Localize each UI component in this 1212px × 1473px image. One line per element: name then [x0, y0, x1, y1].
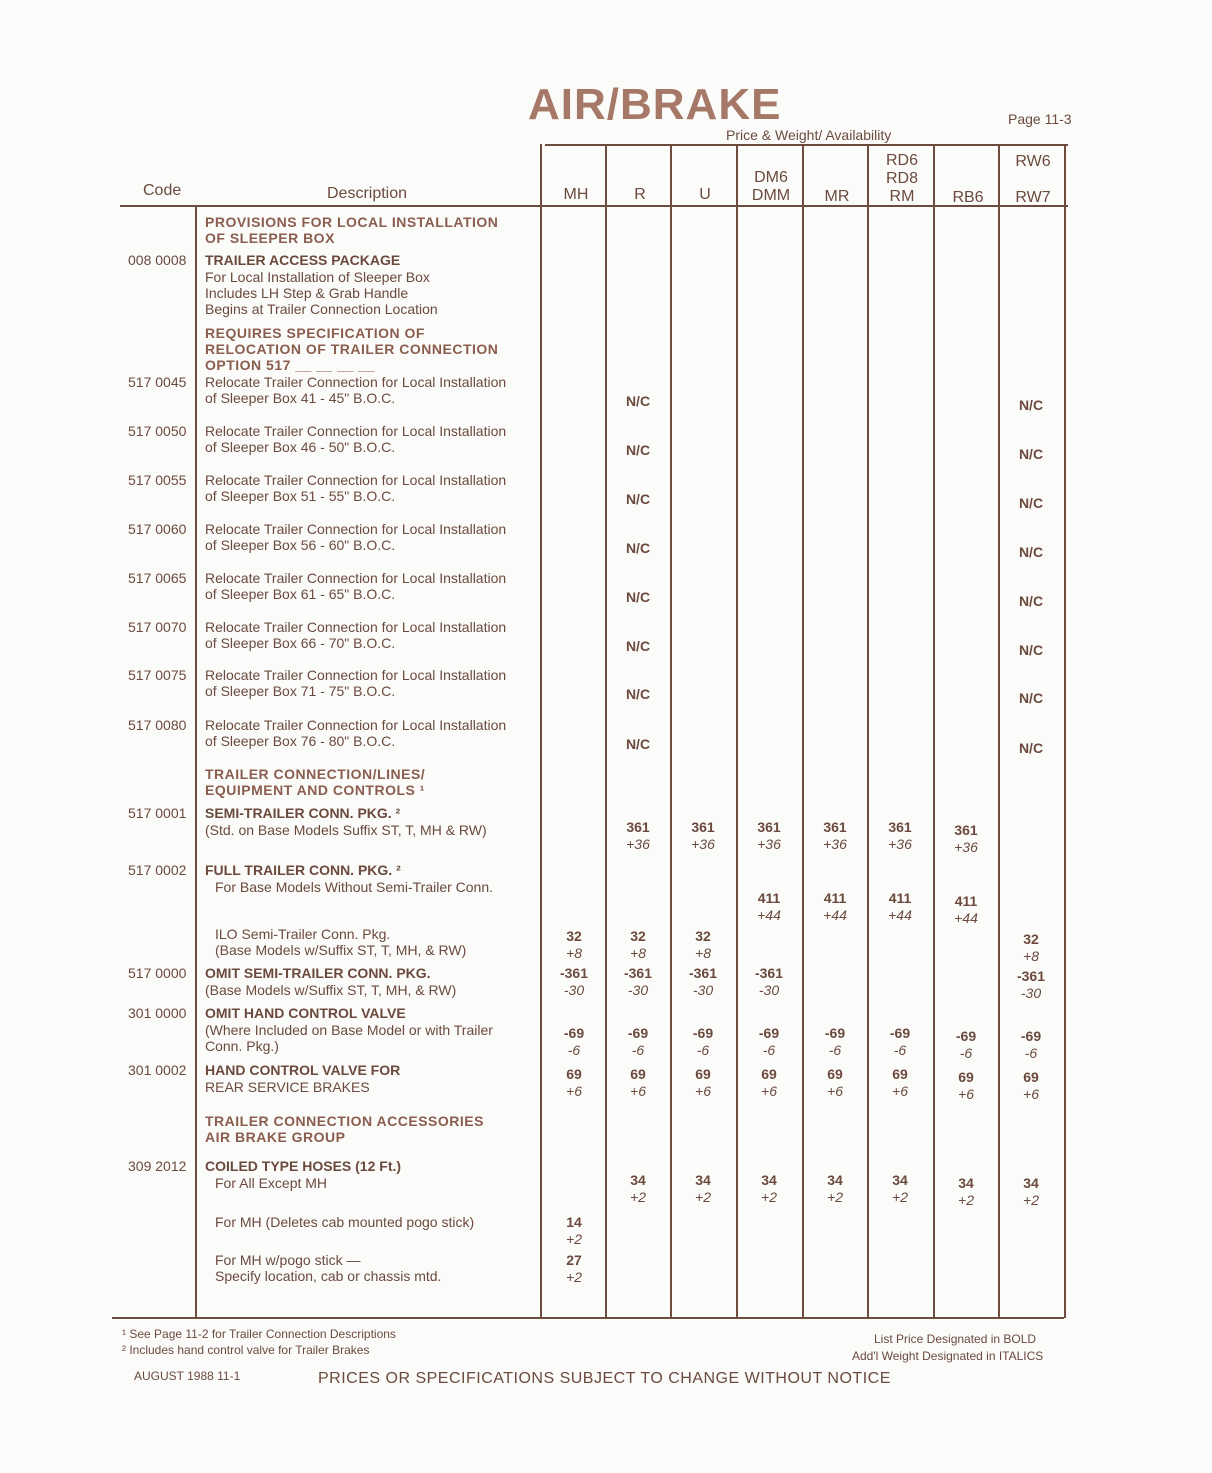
option-description: For All Except MH — [215, 1175, 328, 1191]
desc-divider — [195, 207, 197, 1317]
added-weight: +2 — [566, 1231, 582, 1247]
added-weight: +2 — [1023, 1192, 1039, 1208]
list-price: 27 — [566, 1252, 582, 1268]
price-cell-dm — [736, 965, 802, 999]
option-title: TRAILER ACCESS PACKAGE — [205, 252, 401, 268]
legend-italics: Add'l Weight Designated in ITALICS — [852, 1349, 1044, 1363]
option-title: COILED TYPE HOSES (12 Ft.) — [205, 1158, 402, 1174]
list-price: 361 — [626, 819, 650, 835]
added-weight: +36 — [954, 839, 978, 855]
price-cell-mr — [802, 1172, 868, 1206]
list-price: -361 — [1016, 968, 1046, 984]
added-weight: +2 — [892, 1189, 908, 1205]
price-cell-dm — [736, 1172, 802, 1206]
page-title: AIR/BRAKE — [528, 80, 782, 129]
price-cell-mh — [541, 1214, 607, 1248]
price-cell-r — [605, 1066, 671, 1100]
list-price: -69 — [627, 1025, 649, 1041]
added-weight: +2 — [827, 1189, 843, 1205]
price-cell-r — [605, 1025, 671, 1059]
column-header-rw6: RW6 — [1015, 153, 1051, 170]
list-price: -69 — [1020, 1028, 1042, 1044]
added-weight: -6 — [893, 1042, 907, 1058]
column-header-dmm: DMM — [751, 187, 791, 204]
added-weight: +6 — [892, 1083, 908, 1099]
price-cell-u — [670, 1172, 736, 1206]
price-cell-dm — [736, 890, 802, 924]
added-weight: +8 — [695, 945, 711, 961]
list-price: 69 — [630, 1066, 646, 1082]
added-weight: +36 — [691, 836, 715, 852]
option-title: OMIT HAND CONTROL VALVE — [205, 1005, 406, 1021]
added-weight: -30 — [692, 982, 714, 998]
column-header-r: R — [634, 186, 646, 203]
price-cell-rw — [998, 1028, 1064, 1062]
added-weight: +2 — [630, 1189, 646, 1205]
column-header-rd6: RD6 — [885, 152, 918, 169]
list-price: 34 — [695, 1172, 711, 1188]
availability-rw: N/C — [1018, 397, 1044, 413]
column-header-rm: RM — [889, 188, 915, 205]
price-cell-r — [605, 965, 671, 999]
added-weight: +36 — [757, 836, 781, 852]
added-weight: +36 — [626, 836, 650, 852]
list-price: -69 — [758, 1025, 780, 1041]
option-description: (Std. on Base Models Suffix ST, T, MH & RW) — [205, 822, 487, 838]
list-price: 361 — [888, 819, 912, 835]
section-header: REQUIRES SPECIFICATION OF RELOCATION OF TRAILER CONNECTION OPTION 517 __ __ __ __ — [205, 325, 499, 373]
price-cell-u — [670, 819, 736, 853]
availability-r: N/C — [625, 491, 651, 507]
price-cell-rw — [998, 931, 1064, 965]
option-title: HAND CONTROL VALVE FOR — [205, 1062, 401, 1078]
option-code: 309 2012 — [128, 1158, 187, 1174]
list-price: -361 — [559, 965, 589, 981]
option-description: (Where Included on Base Model or with Trailer Conn. Pkg.) — [205, 1022, 493, 1054]
column-header-rd8: RD8 — [885, 170, 918, 187]
added-weight: -6 — [696, 1042, 710, 1058]
option-code: 517 0045 — [128, 374, 187, 390]
added-weight: -6 — [1024, 1045, 1038, 1061]
option-description: For Base Models Without Semi-Trailer Conn. — [215, 879, 494, 895]
list-price: 411 — [757, 890, 781, 906]
list-price: 69 — [761, 1066, 777, 1082]
price-cell-dm — [736, 1066, 802, 1100]
option-description: For MH w/pogo stick — Specify location, cab or chassis mtd. — [215, 1252, 442, 1284]
option-code: 517 0000 — [128, 965, 187, 981]
option-description: Relocate Trailer Connection for Local Installation of Sleeper Box 66 - 70" B.O.C. — [205, 619, 507, 651]
price-cell-rw — [998, 1175, 1064, 1209]
list-price: 14 — [566, 1214, 582, 1230]
list-price: 34 — [761, 1172, 777, 1188]
price-cell-u — [670, 1025, 736, 1059]
list-price: 361 — [823, 819, 847, 835]
availability-r: N/C — [625, 540, 651, 556]
list-price: 361 — [757, 819, 781, 835]
added-weight: +44 — [954, 910, 978, 926]
availability-rw: N/C — [1018, 544, 1044, 560]
availability-r: N/C — [625, 736, 651, 752]
legend-bold: List Price Designated in BOLD — [874, 1332, 1037, 1346]
column-header-rw7: RW7 — [1015, 189, 1051, 206]
option-code: 301 0000 — [128, 1005, 187, 1021]
availability-rw: N/C — [1018, 593, 1044, 609]
option-description: REAR SERVICE BRAKES — [205, 1079, 370, 1095]
availability-r: N/C — [625, 442, 651, 458]
price-cell-mh — [541, 1252, 607, 1286]
list-price: 361 — [691, 819, 715, 835]
column-header-u: U — [699, 186, 711, 203]
added-weight: +8 — [630, 945, 646, 961]
list-price: 32 — [695, 928, 711, 944]
price-cell-rd — [867, 890, 933, 924]
price-cell-rb — [933, 1028, 999, 1062]
price-cell-u — [670, 965, 736, 999]
option-description: Relocate Trailer Connection for Local Installation of Sleeper Box 76 - 80" B.O.C. — [205, 717, 507, 749]
col-divider-u — [670, 144, 672, 1318]
price-cell-mr — [802, 1025, 868, 1059]
option-title: OMIT SEMI-TRAILER CONN. PKG. — [205, 965, 431, 981]
added-weight: +6 — [761, 1083, 777, 1099]
added-weight: +6 — [695, 1083, 711, 1099]
option-description: For MH (Deletes cab mounted pogo stick) — [215, 1214, 475, 1230]
list-price: 32 — [566, 928, 582, 944]
price-cell-rw — [998, 968, 1064, 1002]
price-cell-r — [605, 1172, 671, 1206]
added-weight: +8 — [1023, 948, 1039, 964]
option-description: Relocate Trailer Connection for Local Installation of Sleeper Box 71 - 75" B.O.C. — [205, 667, 507, 699]
list-price: 69 — [827, 1066, 843, 1082]
option-description: (Base Models w/Suffix ST, T, MH, & RW) — [205, 982, 457, 998]
option-title: SEMI-TRAILER CONN. PKG. ² — [205, 805, 401, 821]
added-weight: +36 — [823, 836, 847, 852]
price-cell-rb — [933, 1069, 999, 1103]
added-weight: +2 — [695, 1189, 711, 1205]
added-weight: +44 — [823, 907, 847, 923]
price-cell-mr — [802, 819, 868, 853]
price-cell-mh — [541, 1025, 607, 1059]
price-cell-rd — [867, 819, 933, 853]
column-header-dm6: DM6 — [754, 169, 788, 186]
added-weight: -6 — [631, 1042, 645, 1058]
added-weight: +6 — [1023, 1086, 1039, 1102]
option-code: 517 0075 — [128, 667, 187, 683]
price-cell-rd — [867, 1172, 933, 1206]
availability-rw: N/C — [1018, 690, 1044, 706]
list-price: 34 — [1023, 1175, 1039, 1191]
option-code: 301 0002 — [128, 1062, 187, 1078]
option-code: 517 0060 — [128, 521, 187, 537]
column-header-description: Description — [327, 185, 408, 202]
price-cell-mh — [541, 928, 607, 962]
option-code: 008 0008 — [128, 252, 187, 268]
price-cell-r — [605, 819, 671, 853]
price-cell-rd — [867, 1025, 933, 1059]
page-number: Page 11-3 — [1008, 111, 1072, 127]
added-weight: +44 — [888, 907, 912, 923]
price-cell-rw — [998, 1069, 1064, 1103]
option-code: 517 0050 — [128, 423, 187, 439]
availability-rw: N/C — [1018, 495, 1044, 511]
added-weight: +6 — [630, 1083, 646, 1099]
column-header-code: Code — [143, 182, 182, 199]
option-description: ILO Semi-Trailer Conn. Pkg. (Base Models w/Suffix ST, T, MH, & RW) — [215, 926, 467, 958]
option-code: 517 0065 — [128, 570, 187, 586]
availability-r: N/C — [625, 686, 651, 702]
col-divider-rw — [998, 144, 1000, 1318]
added-weight: -30 — [563, 982, 585, 998]
list-price: -361 — [754, 965, 784, 981]
option-description: Relocate Trailer Connection for Local Installation of Sleeper Box 51 - 55" B.O.C. — [205, 472, 507, 504]
price-cell-rb — [933, 822, 999, 856]
price-cell-rb — [933, 893, 999, 927]
list-price: 69 — [695, 1066, 711, 1082]
availability-r: N/C — [625, 393, 651, 409]
option-code: 517 0001 — [128, 805, 187, 821]
option-description: Relocate Trailer Connection for Local Installation of Sleeper Box 56 - 60" B.O.C. — [205, 521, 507, 553]
added-weight: +2 — [566, 1269, 582, 1285]
list-price: 361 — [954, 822, 978, 838]
added-weight: -6 — [567, 1042, 581, 1058]
list-price: 411 — [888, 890, 912, 906]
option-description: Relocate Trailer Connection for Local Installation of Sleeper Box 61 - 65" B.O.C. — [205, 570, 507, 602]
list-price: 34 — [958, 1175, 974, 1191]
col-divider-rb — [933, 144, 935, 1318]
section-header: TRAILER CONNECTION ACCESSORIES AIR BRAKE GROUP — [205, 1113, 484, 1145]
added-weight: +6 — [566, 1083, 582, 1099]
column-top-rule — [545, 144, 1068, 146]
option-code: 517 0055 — [128, 472, 187, 488]
col-divider-mh — [540, 144, 542, 1318]
col-divider-mr — [802, 144, 804, 1318]
price-cell-rd — [867, 1066, 933, 1100]
price-cell-rb — [933, 1175, 999, 1209]
added-weight: +44 — [757, 907, 781, 923]
col-divider-rd — [867, 144, 869, 1318]
list-price: 34 — [827, 1172, 843, 1188]
list-price: 69 — [892, 1066, 908, 1082]
price-cell-mr — [802, 1066, 868, 1100]
column-header-mr: MR — [824, 188, 850, 205]
option-code: 517 0080 — [128, 717, 187, 733]
list-price: 69 — [1023, 1069, 1039, 1085]
option-description: For Local Installation of Sleeper Box Includes LH Step & Grab Handle Begins at Trailer Connection Location — [205, 269, 438, 317]
price-cell-mh — [541, 965, 607, 999]
option-code: 517 0070 — [128, 619, 187, 635]
list-price: -361 — [623, 965, 653, 981]
availability-rw: N/C — [1018, 740, 1044, 756]
added-weight: +6 — [958, 1086, 974, 1102]
added-weight: +8 — [566, 945, 582, 961]
added-weight: +2 — [958, 1192, 974, 1208]
availability-rw: N/C — [1018, 642, 1044, 658]
change-notice: PRICES OR SPECIFICATIONS SUBJECT TO CHANGE WITHOUT NOTICE — [318, 1370, 891, 1387]
option-title: FULL TRAILER CONN. PKG. ² — [205, 862, 401, 878]
price-cell-r — [605, 928, 671, 962]
list-price: -69 — [889, 1025, 911, 1041]
availability-r: N/C — [625, 589, 651, 605]
column-header-mh: MH — [563, 186, 589, 203]
price-cell-u — [670, 1066, 736, 1100]
list-price: -361 — [688, 965, 718, 981]
added-weight: -6 — [959, 1045, 973, 1061]
list-price: 34 — [892, 1172, 908, 1188]
price-cell-mr — [802, 890, 868, 924]
added-weight: -30 — [627, 982, 649, 998]
option-description: Relocate Trailer Connection for Local Installation of Sleeper Box 46 - 50" B.O.C. — [205, 423, 507, 455]
price-cell-dm — [736, 1025, 802, 1059]
column-header-rb6: RB6 — [952, 189, 984, 206]
list-price: 411 — [954, 893, 978, 909]
list-price: 69 — [958, 1069, 974, 1085]
option-description: Relocate Trailer Connection for Local Installation of Sleeper Box 41 - 45" B.O.C. — [205, 374, 507, 406]
date-footer: AUGUST 1988 11-1 — [134, 1369, 241, 1383]
col-divider-end — [1064, 144, 1066, 1318]
list-price: 411 — [823, 890, 847, 906]
list-price: 34 — [630, 1172, 646, 1188]
added-weight: +2 — [761, 1189, 777, 1205]
price-cell-mh — [541, 1066, 607, 1100]
price-cell-u — [670, 928, 736, 962]
footnote-2: ² Includes hand control valve for Trailer Brakes — [122, 1343, 370, 1357]
footnote-1: ¹ See Page 11-2 for Trailer Connection Descriptions — [122, 1327, 396, 1341]
added-weight: +36 — [888, 836, 912, 852]
added-weight: -30 — [758, 982, 780, 998]
table-bottom-rule — [112, 1317, 1064, 1319]
price-weight-subtitle: Price & Weight/ Availability — [726, 127, 892, 143]
col-divider-dm — [736, 144, 738, 1318]
col-divider-r — [605, 144, 607, 1318]
added-weight: -30 — [1020, 985, 1042, 1001]
added-weight: +6 — [827, 1083, 843, 1099]
list-price: 32 — [630, 928, 646, 944]
availability-r: N/C — [625, 638, 651, 654]
added-weight: -6 — [762, 1042, 776, 1058]
option-code: 517 0002 — [128, 862, 187, 878]
list-price: -69 — [824, 1025, 846, 1041]
section-header: PROVISIONS FOR LOCAL INSTALLATION OF SLEEPER BOX — [205, 214, 499, 246]
list-price: -69 — [692, 1025, 714, 1041]
added-weight: -6 — [828, 1042, 842, 1058]
list-price: 32 — [1023, 931, 1039, 947]
section-header: TRAILER CONNECTION/LINES/ EQUIPMENT AND CONTROLS ¹ — [205, 766, 426, 798]
price-cell-dm — [736, 819, 802, 853]
list-price: -69 — [563, 1025, 585, 1041]
availability-rw: N/C — [1018, 446, 1044, 462]
list-price: 69 — [566, 1066, 582, 1082]
list-price: -69 — [955, 1028, 977, 1044]
